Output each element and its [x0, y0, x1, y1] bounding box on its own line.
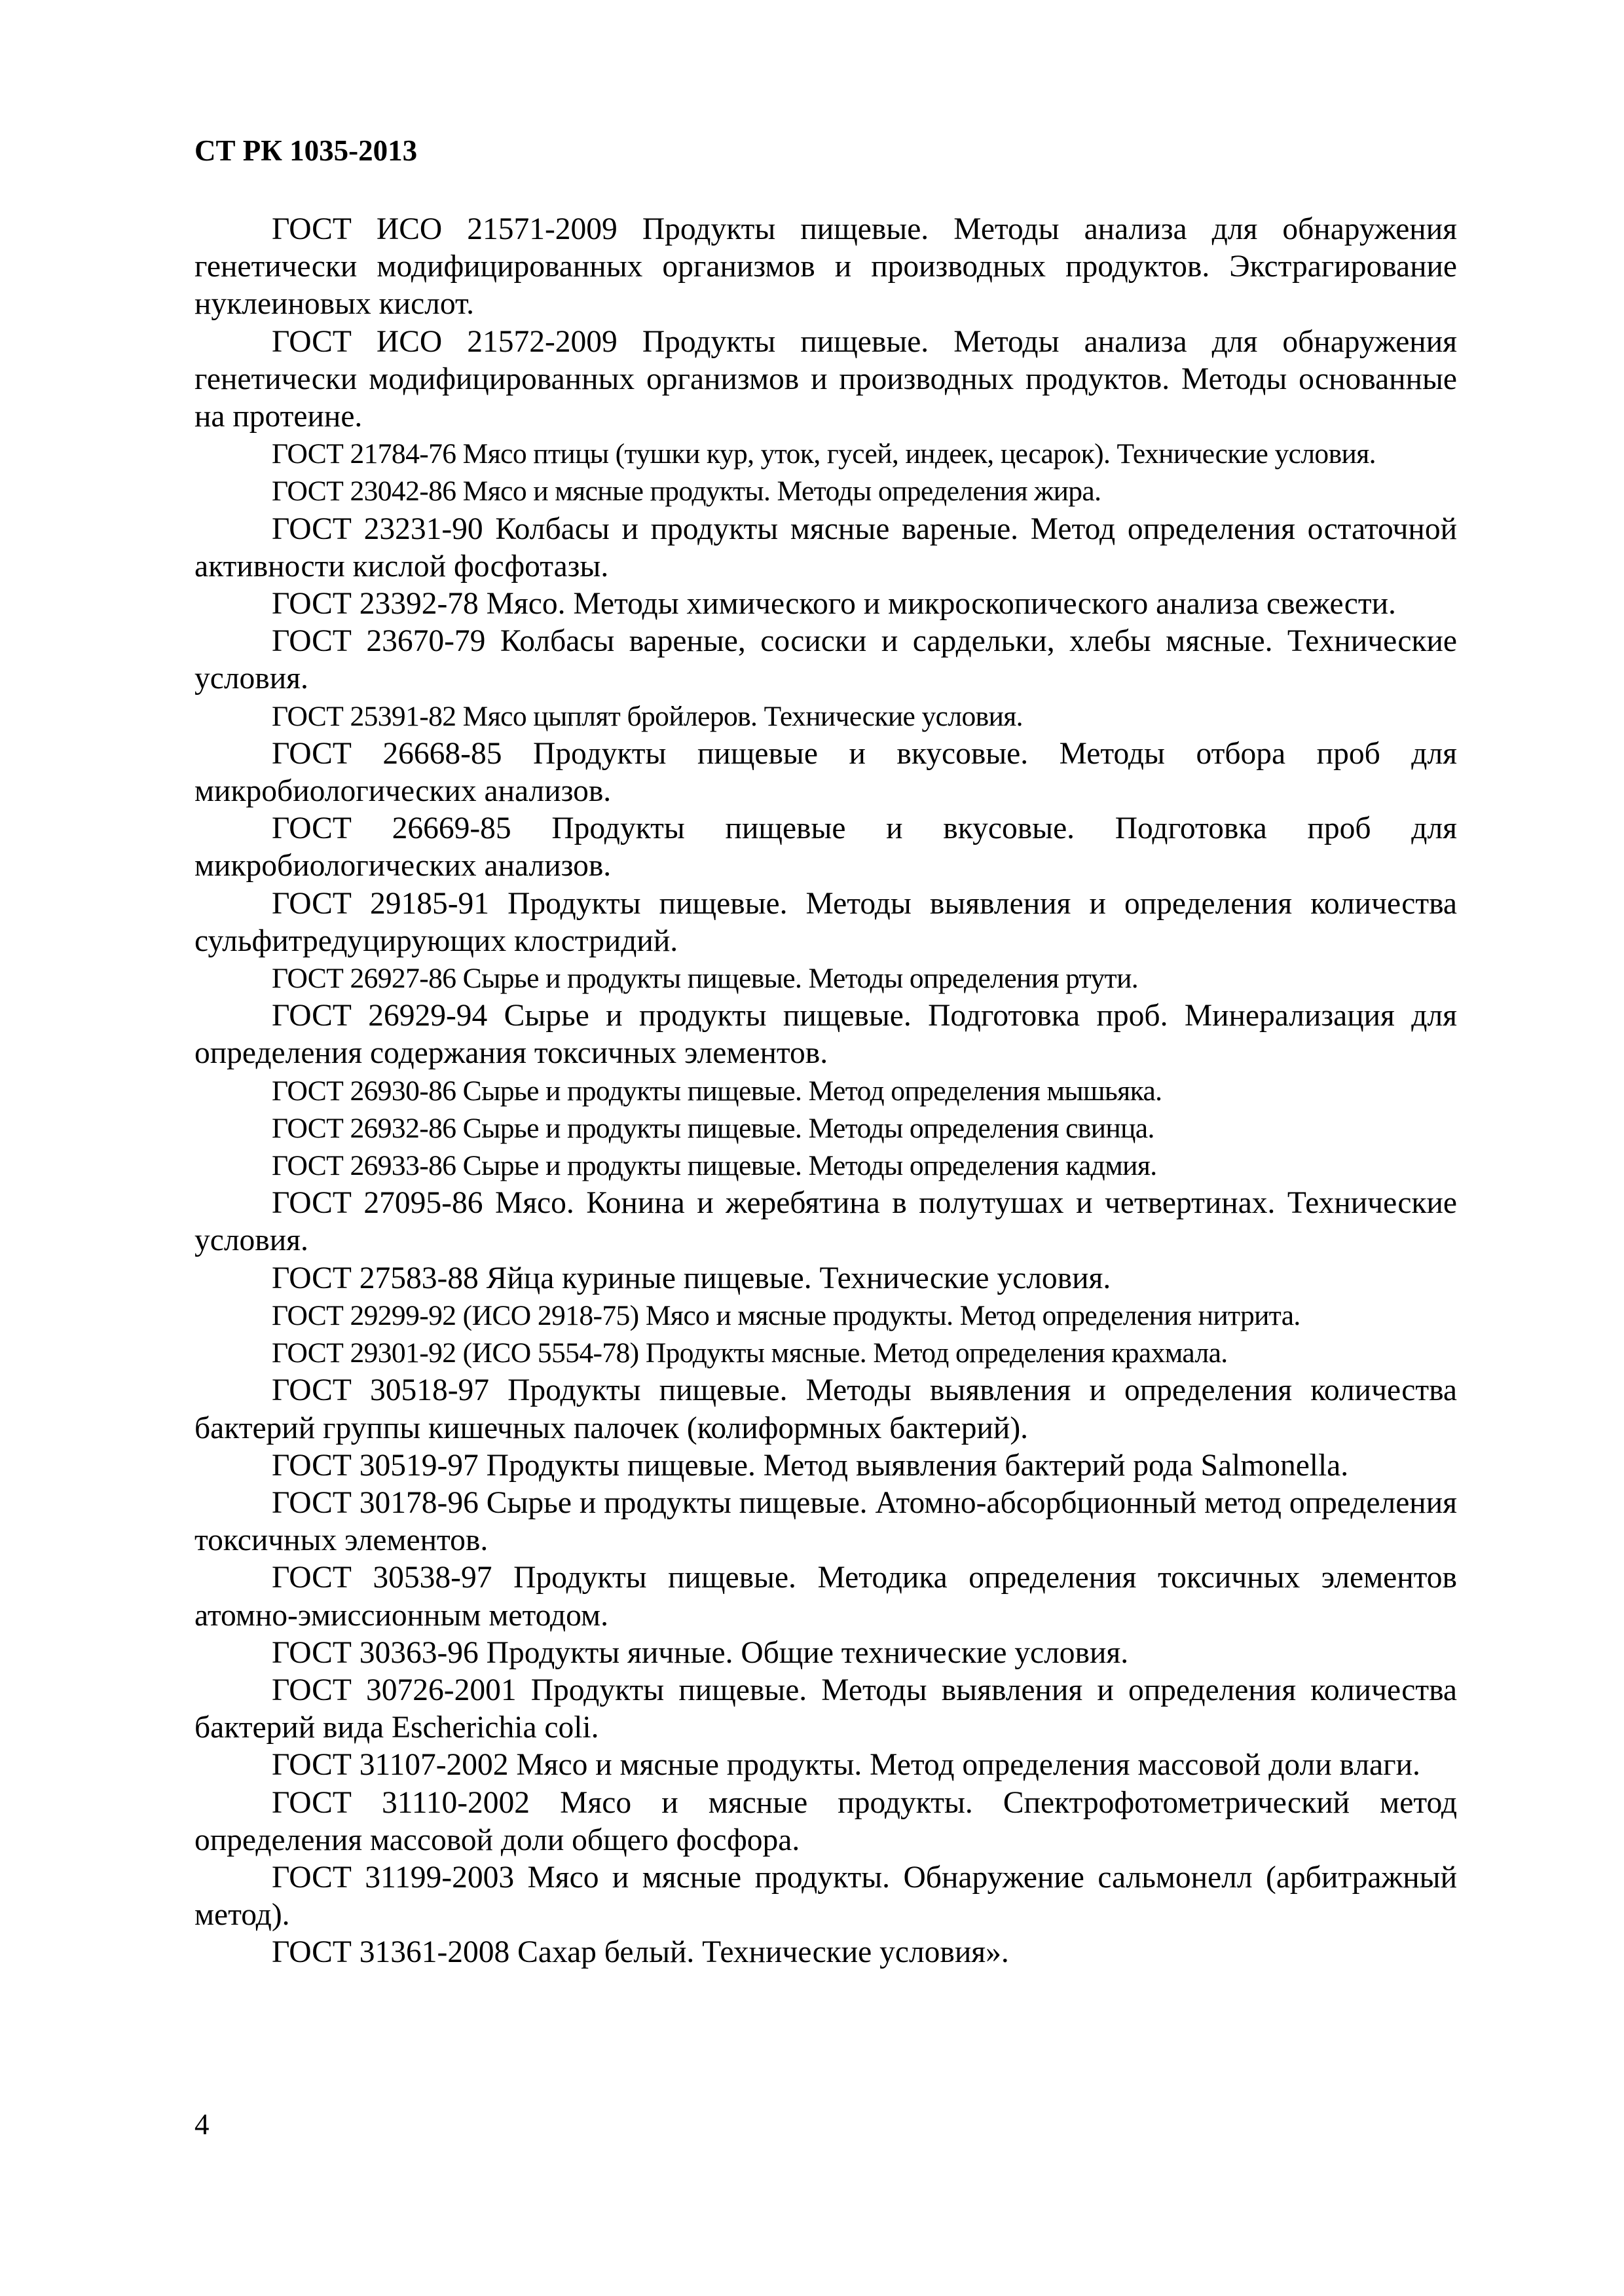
- reference-item: ГОСТ 23670-79 Колбасы вареные, сосиски и сардельки, хлебы мясные. Технические условия.: [194, 624, 1457, 696]
- reference-item: ГОСТ 29299-92 (ИСО 2918-75) Мясо и мясные продукты. Метод определения нитрита.: [272, 1299, 1301, 1331]
- reference-item: ГОСТ 26669-85 Продукты пищевые и вкусовые. Подготовка проб для микробиологических анализов.: [194, 811, 1457, 883]
- page-number: 4: [194, 2108, 210, 2141]
- reference-item: ГОСТ 29185-91 Продукты пищевые. Методы выявления и определения количества сульфитредуцирующих клостридий.: [194, 886, 1457, 958]
- reference-item: ГОСТ 30518-97 Продукты пищевые. Методы выявления и определения количества бактерий группы кишечных палочек (колиформных бактерий).: [194, 1373, 1457, 1445]
- reference-item: ГОСТ 30519-97 Продукты пищевые. Метод выявления бактерий рода Salmonella.: [272, 1448, 1349, 1483]
- document-code-header: СТ РК 1035-2013: [194, 134, 418, 167]
- reference-item: ГОСТ 31110-2002 Мясо и мясные продукты. Спектрофотометрический метод определения массовой доли общего фосфора.: [194, 1785, 1457, 1857]
- reference-item: ГОСТ 30363-96 Продукты яичные. Общие технические условия.: [272, 1635, 1129, 1670]
- reference-item: ГОСТ 31361-2008 Сахар белый. Технические условия».: [272, 1935, 1009, 1970]
- reference-item: ГОСТ 23392-78 Мясо. Методы химического и микроскопического анализа свежести.: [272, 587, 1396, 621]
- reference-item: ГОСТ 30538-97 Продукты пищевые. Методика определения токсичных элементов атомно-эмиссионным методом.: [194, 1561, 1457, 1633]
- reference-item: ГОСТ 30178-96 Сырье и продукты пищевые. Атомно-абсорбционный метод определения токсичных элементов.: [194, 1485, 1457, 1558]
- reference-item: ГОСТ 23231-90 Колбасы и продукты мясные вареные. Метод определения остаточной активности кислой фосфотазы.: [194, 511, 1457, 583]
- reference-item: ГОСТ 26927-86 Сырье и продукты пищевые. Методы определения ртути.: [272, 963, 1139, 995]
- reference-item: ГОСТ ИСО 21571-2009 Продукты пищевые. Методы анализа для обнаружения генетически модифицированных организмов и производных продуктов. Экстрагирование нуклеиновых кислот.: [194, 212, 1457, 322]
- normative-references-list: [194, 211, 1457, 1972]
- reference-item: ГОСТ 30726-2001 Продукты пищевые. Методы выявления и определения количества бактерий вида Escherichia coli.: [194, 1673, 1457, 1745]
- reference-item: ГОСТ 26929-94 Сырье и продукты пищевые. Подготовка проб. Минерализация для определения содержания токсичных элементов.: [194, 999, 1457, 1071]
- reference-item: ГОСТ 31107-2002 Мясо и мясные продукты. Метод определения массовой доли влаги.: [272, 1748, 1420, 1783]
- reference-item: ГОСТ 26932-86 Сырье и продукты пищевые. Методы определения свинца.: [272, 1112, 1154, 1144]
- reference-item: ГОСТ 25391-82 Мясо цыплят бройлеров. Технические условия.: [272, 700, 1023, 732]
- reference-item: ГОСТ 26933-86 Сырье и продукты пищевые. Методы определения кадмия.: [272, 1150, 1157, 1182]
- reference-item: ГОСТ 21784-76 Мясо птицы (тушки кур, уток, гусей, индеек, цесарок). Технические условия.: [272, 438, 1376, 470]
- reference-item: ГОСТ ИСО 21572-2009 Продукты пищевые. Методы анализа для обнаружения генетически модифицированных организмов и производных продуктов. Методы основанные на протеине.: [194, 324, 1457, 434]
- reference-item: ГОСТ 27583-88 Яйца куриные пищевые. Технические условия.: [272, 1261, 1111, 1295]
- reference-item: ГОСТ 27095-86 Мясо. Конина и жеребятина в полутушах и четвертинах. Технические условия.: [194, 1186, 1457, 1258]
- reference-item: ГОСТ 26930-86 Сырье и продукты пищевые. Метод определения мышьяка.: [272, 1075, 1162, 1107]
- reference-item: ГОСТ 31199-2003 Мясо и мясные продукты. Обнаружение сальмонелл (арбитражный метод).: [194, 1860, 1457, 1933]
- reference-item: ГОСТ 23042-86 Мясо и мясные продукты. Методы определения жира.: [272, 475, 1101, 508]
- reference-item: ГОСТ 26668-85 Продукты пищевые и вкусовые. Методы отбора проб для микробиологических анализов.: [194, 736, 1457, 809]
- reference-item: ГОСТ 29301-92 (ИСО 5554-78) Продукты мясные. Метод определения крахмала.: [272, 1337, 1228, 1369]
